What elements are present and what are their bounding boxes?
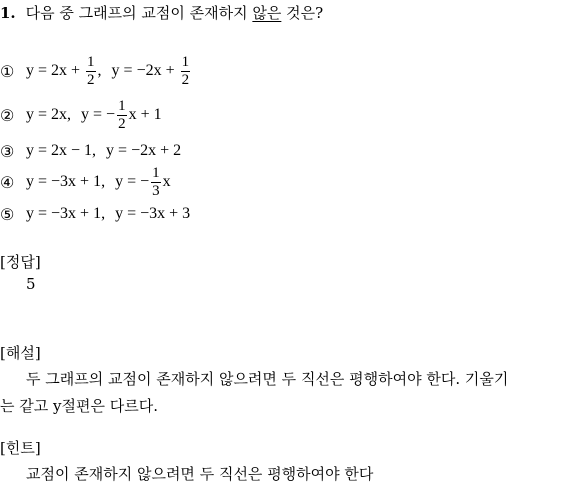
hint-text: 교점이 존재하지 않으려면 두 직선은 평행하여야 한다 bbox=[26, 465, 374, 483]
answer-value: 5 bbox=[26, 275, 36, 293]
choice-2 bbox=[0, 97, 162, 132]
hint-label: [힌트] bbox=[0, 439, 41, 457]
explanation-label: [해설] bbox=[0, 344, 41, 362]
explanation-line-1: 두 그래프의 교점이 존재하지 않으려면 두 직선은 평행하여야 한다. 기울기 bbox=[26, 370, 509, 388]
equation: y = − $\frac{1}{2}$ x + 1 bbox=[81, 97, 162, 132]
equation: y = −3x + 1, bbox=[26, 173, 106, 190]
equation: y = 2x + $\frac{1}{2}$ , bbox=[26, 53, 102, 88]
choice-marker: ③ bbox=[0, 141, 15, 161]
choice-marker: ④ bbox=[0, 172, 15, 192]
choice-1 bbox=[0, 53, 192, 88]
question-text: 다음 중 그래프의 교점이 존재하지 bbox=[25, 4, 253, 22]
answer-label: [정답] bbox=[0, 253, 41, 271]
choice-4 bbox=[0, 164, 171, 199]
question-text-end: 것은? bbox=[281, 4, 324, 22]
equation: y = 2x, bbox=[26, 106, 72, 123]
equation: y = −2x + $\frac{1}{2}$ bbox=[111, 53, 190, 88]
choice-3 bbox=[0, 136, 181, 166]
fraction: $\frac{1}{2}$ bbox=[181, 53, 190, 88]
choice-5 bbox=[0, 199, 190, 229]
question-emphasis: 않은 bbox=[252, 4, 282, 22]
choice-marker: ① bbox=[0, 61, 15, 81]
equation: y = −2x + 2 bbox=[106, 142, 182, 159]
fraction: $\frac{1}{2}$ bbox=[87, 53, 95, 88]
equation: y = −3x + 1, bbox=[26, 205, 106, 222]
equation: y = 2x − 1, bbox=[26, 142, 97, 159]
fraction: $\frac{1}{2}$ bbox=[118, 97, 126, 132]
fraction: $\frac{1}{3}$ bbox=[152, 164, 160, 199]
equation: y = − $\frac{1}{3}$ x bbox=[115, 164, 171, 199]
question-number: 1. bbox=[0, 4, 16, 22]
choice-marker: ⑤ bbox=[0, 204, 15, 224]
equation: y = −3x + 3 bbox=[115, 205, 191, 222]
question-stem bbox=[0, 2, 323, 23]
choice-marker: ② bbox=[0, 105, 15, 125]
explanation-line-2: 는 같고 y절편은 다르다. bbox=[0, 397, 158, 415]
